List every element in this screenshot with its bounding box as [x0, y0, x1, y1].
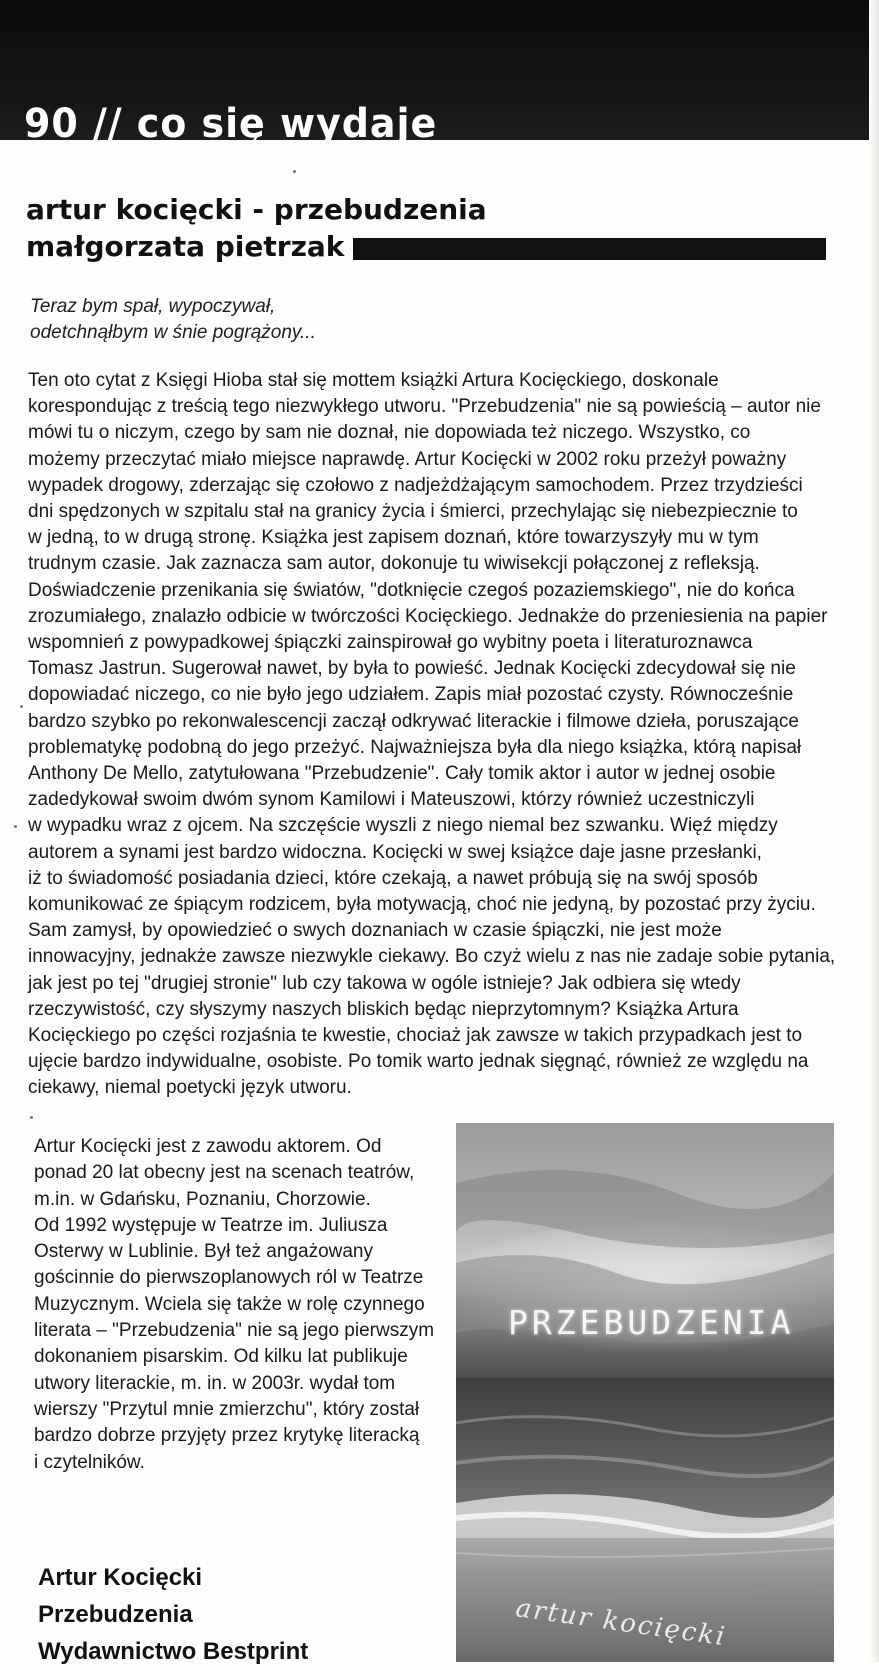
epigraph-quote	[30, 294, 450, 346]
bio-line: utwory literackie, m. in. w 2003r. wydał tom	[34, 1372, 396, 1394]
body-line: Kocięckiego po części rozjaśnia te kwestie, chociaż jak zawsze w takich przypadkach jest to	[28, 1025, 803, 1047]
credit-title: Przebudzenia	[38, 1601, 193, 1628]
body-line: ciekawy, niemal poetycki język utworu.	[28, 1077, 352, 1099]
body-line: Anthony De Mello, zatytułowana "Przebudzenie". Cały tomik aktor i autor w jednej osobie	[28, 763, 776, 785]
body-line: dopowiadać niczego, co nie było jego udziałem. Zapis miał pozostać czysty. Równocześnie	[28, 684, 794, 706]
bio-line: ponad 20 lat obecny jest na scenach teatrów,	[34, 1162, 415, 1184]
body-line: rzeczywistość, czy słyszymy naszych bliskich będąc nieprzytomnym? Książka Artura	[28, 998, 739, 1020]
print-speck	[14, 825, 17, 828]
bio-line: wierszy "Przytul mnie zmierzchu", który został	[34, 1398, 420, 1420]
bio-line: Osterwy w Lublinie. Był też angażowany	[34, 1241, 373, 1263]
print-speck	[20, 705, 23, 708]
article-author: małgorzata pietrzak	[26, 230, 345, 263]
article-body	[28, 368, 836, 1102]
credit-publisher: Wydawnictwo Bestprint	[38, 1638, 309, 1665]
body-line: jak jest po tej "drugiej stronie" lub czy takowa w ogóle istnieje? Jak odbiera się wtedy	[28, 972, 741, 994]
print-speck	[293, 170, 296, 173]
bio-line: Artur Kocięcki jest z zawodu aktorem. Od	[34, 1136, 382, 1157]
body-line: iż to świadomość posiadania dzieci, które czekają, a nawet próbują się na swój sposób	[28, 867, 758, 889]
body-line: komunikować ze śpiącym rodzicem, była motywacją, choć nie jedyną, by pozostać przy życiu.	[28, 894, 816, 916]
bio-line: m.in. w Gdańsku, Poznaniu, Chorzowie.	[34, 1188, 371, 1210]
credit-author: Artur Kocięcki	[38, 1564, 203, 1591]
seascape-illustration	[456, 1123, 834, 1662]
body-line: trudnym czasie. Jak zaznacza sam autor, dokonuje tu wiwisekcji połączonej z refleksją.	[28, 553, 760, 575]
book-cover-image	[456, 1123, 834, 1662]
body-line: Tomasz Jastrun. Sugerował nawet, by była to powieść. Jednak Kocięcki zdecydował się nie	[28, 658, 796, 680]
bio-line: Muzycznym. Wciela się także w rolę czynnego	[34, 1293, 425, 1315]
section-header-band	[0, 0, 879, 147]
body-line: mówi tu o niczym, czego by sam nie doznał, nie dopowiada też niczego. Wszystko, co	[28, 422, 751, 444]
body-line: dni spędzonych w szpitalu stał na granicy życia i śmierci, przechylając się niebezpiecznie to	[28, 501, 798, 523]
body-line: zadedykował swoim dwóm synom Kamilowi i Mateuszowi, którzy również uczestniczyli	[28, 789, 755, 811]
body-line: zrozumiałego, znalazło odbicie w twórczości Kocięckiego. Jednakże do przeniesienia na papier	[28, 605, 828, 627]
print-speck	[30, 1116, 33, 1119]
quote-line: odetchnąłbym w śnie pogrążony...	[30, 322, 316, 343]
body-line: autorem a synami jest bardzo widoczna. Kocięcki w swej książce daje jasne przesłanki,	[28, 841, 762, 863]
body-line: możemy przeczytać miało miejsce naprawdę. Artur Kocięcki w 2002 roku przeżył poważny	[28, 448, 787, 470]
bio-line: i czytelników.	[34, 1451, 145, 1473]
body-line: w wypadku wraz z ojcem. Na szczęście wyszli z niego niemal bez szwanku. Więź między	[28, 815, 778, 837]
body-line: wspomnień z powypadkowej śpiączki zainspirował go wybitny poeta i literaturoznawca	[28, 632, 753, 654]
body-line: Sam zamysł, by opowiedzieć o swych doznaniach w czasie śpiączki, nie jest może	[28, 920, 722, 942]
article-title: artur kocięcki - przebudzenia	[26, 193, 487, 226]
bio-line: Od 1992 występuje w Teatrze im. Juliusza	[34, 1214, 388, 1236]
body-line: wypadek drogowy, zderzając się czołowo z nadjeżdżającym samochodem. Przez trzydzieści	[28, 474, 803, 496]
body-line: ujęcie bardzo indywidualne, osobiste. Po tomik warto jednak sięgnąć, również ze względu na	[28, 1051, 809, 1073]
body-line: bardzo szybko po rekonwalescencji zaczął odkrywać literackie i filmowe dzieła, poruszające	[28, 710, 799, 732]
body-line: Ten oto cytat z Księgi Hioba stał się mottem książki Artura Kocięckiego, doskonale	[28, 370, 719, 391]
page-edge-shadow	[869, 0, 879, 1662]
body-line: korespondując z treścią tego niezwykłego utworu. "Przebudzenia" nie są powieścią – autor nie	[28, 396, 821, 418]
body-line: Doświadczenie przenikania się światów, "dotknięcie czegoś pozaziemskiego", nie do końca	[28, 579, 795, 601]
bio-line: gościnnie do pierwszoplanowych ról w Teatrze	[34, 1267, 424, 1289]
body-line: problematykę podobną do jego przeżyć. Najważniejsza była dla niego książka, którą napisał	[28, 736, 802, 758]
bio-line: literata – "Przebudzenia" nie są jego pierwszym	[34, 1320, 435, 1342]
bio-line: bardzo dobrze przyjęty przez krytykę literacką	[34, 1425, 420, 1447]
book-credits	[38, 1559, 418, 1670]
author-bio	[34, 1134, 444, 1476]
bio-line: dokonaniem pisarskim. Od kilku lat publikuje	[34, 1346, 408, 1368]
body-line: innowacyjny, jednakże zawsze niezwykle ciekawy. Bo czyż wielu z nas nie zadaje sobie pytania,	[28, 946, 836, 968]
section-title: 90 // co się wydaje	[24, 101, 438, 147]
quote-line: Teraz bym spał, wypoczywał,	[30, 296, 276, 317]
body-line: w jedną, to w drugą stronę. Książka jest zapisem doznań, które towarzyszyły mu w tym	[28, 527, 759, 549]
cover-author-text: artur kocięcki	[513, 1593, 729, 1653]
title-rule-bar	[353, 238, 826, 260]
cover-title-text: PRZEBUDZENIA	[508, 1303, 795, 1342]
